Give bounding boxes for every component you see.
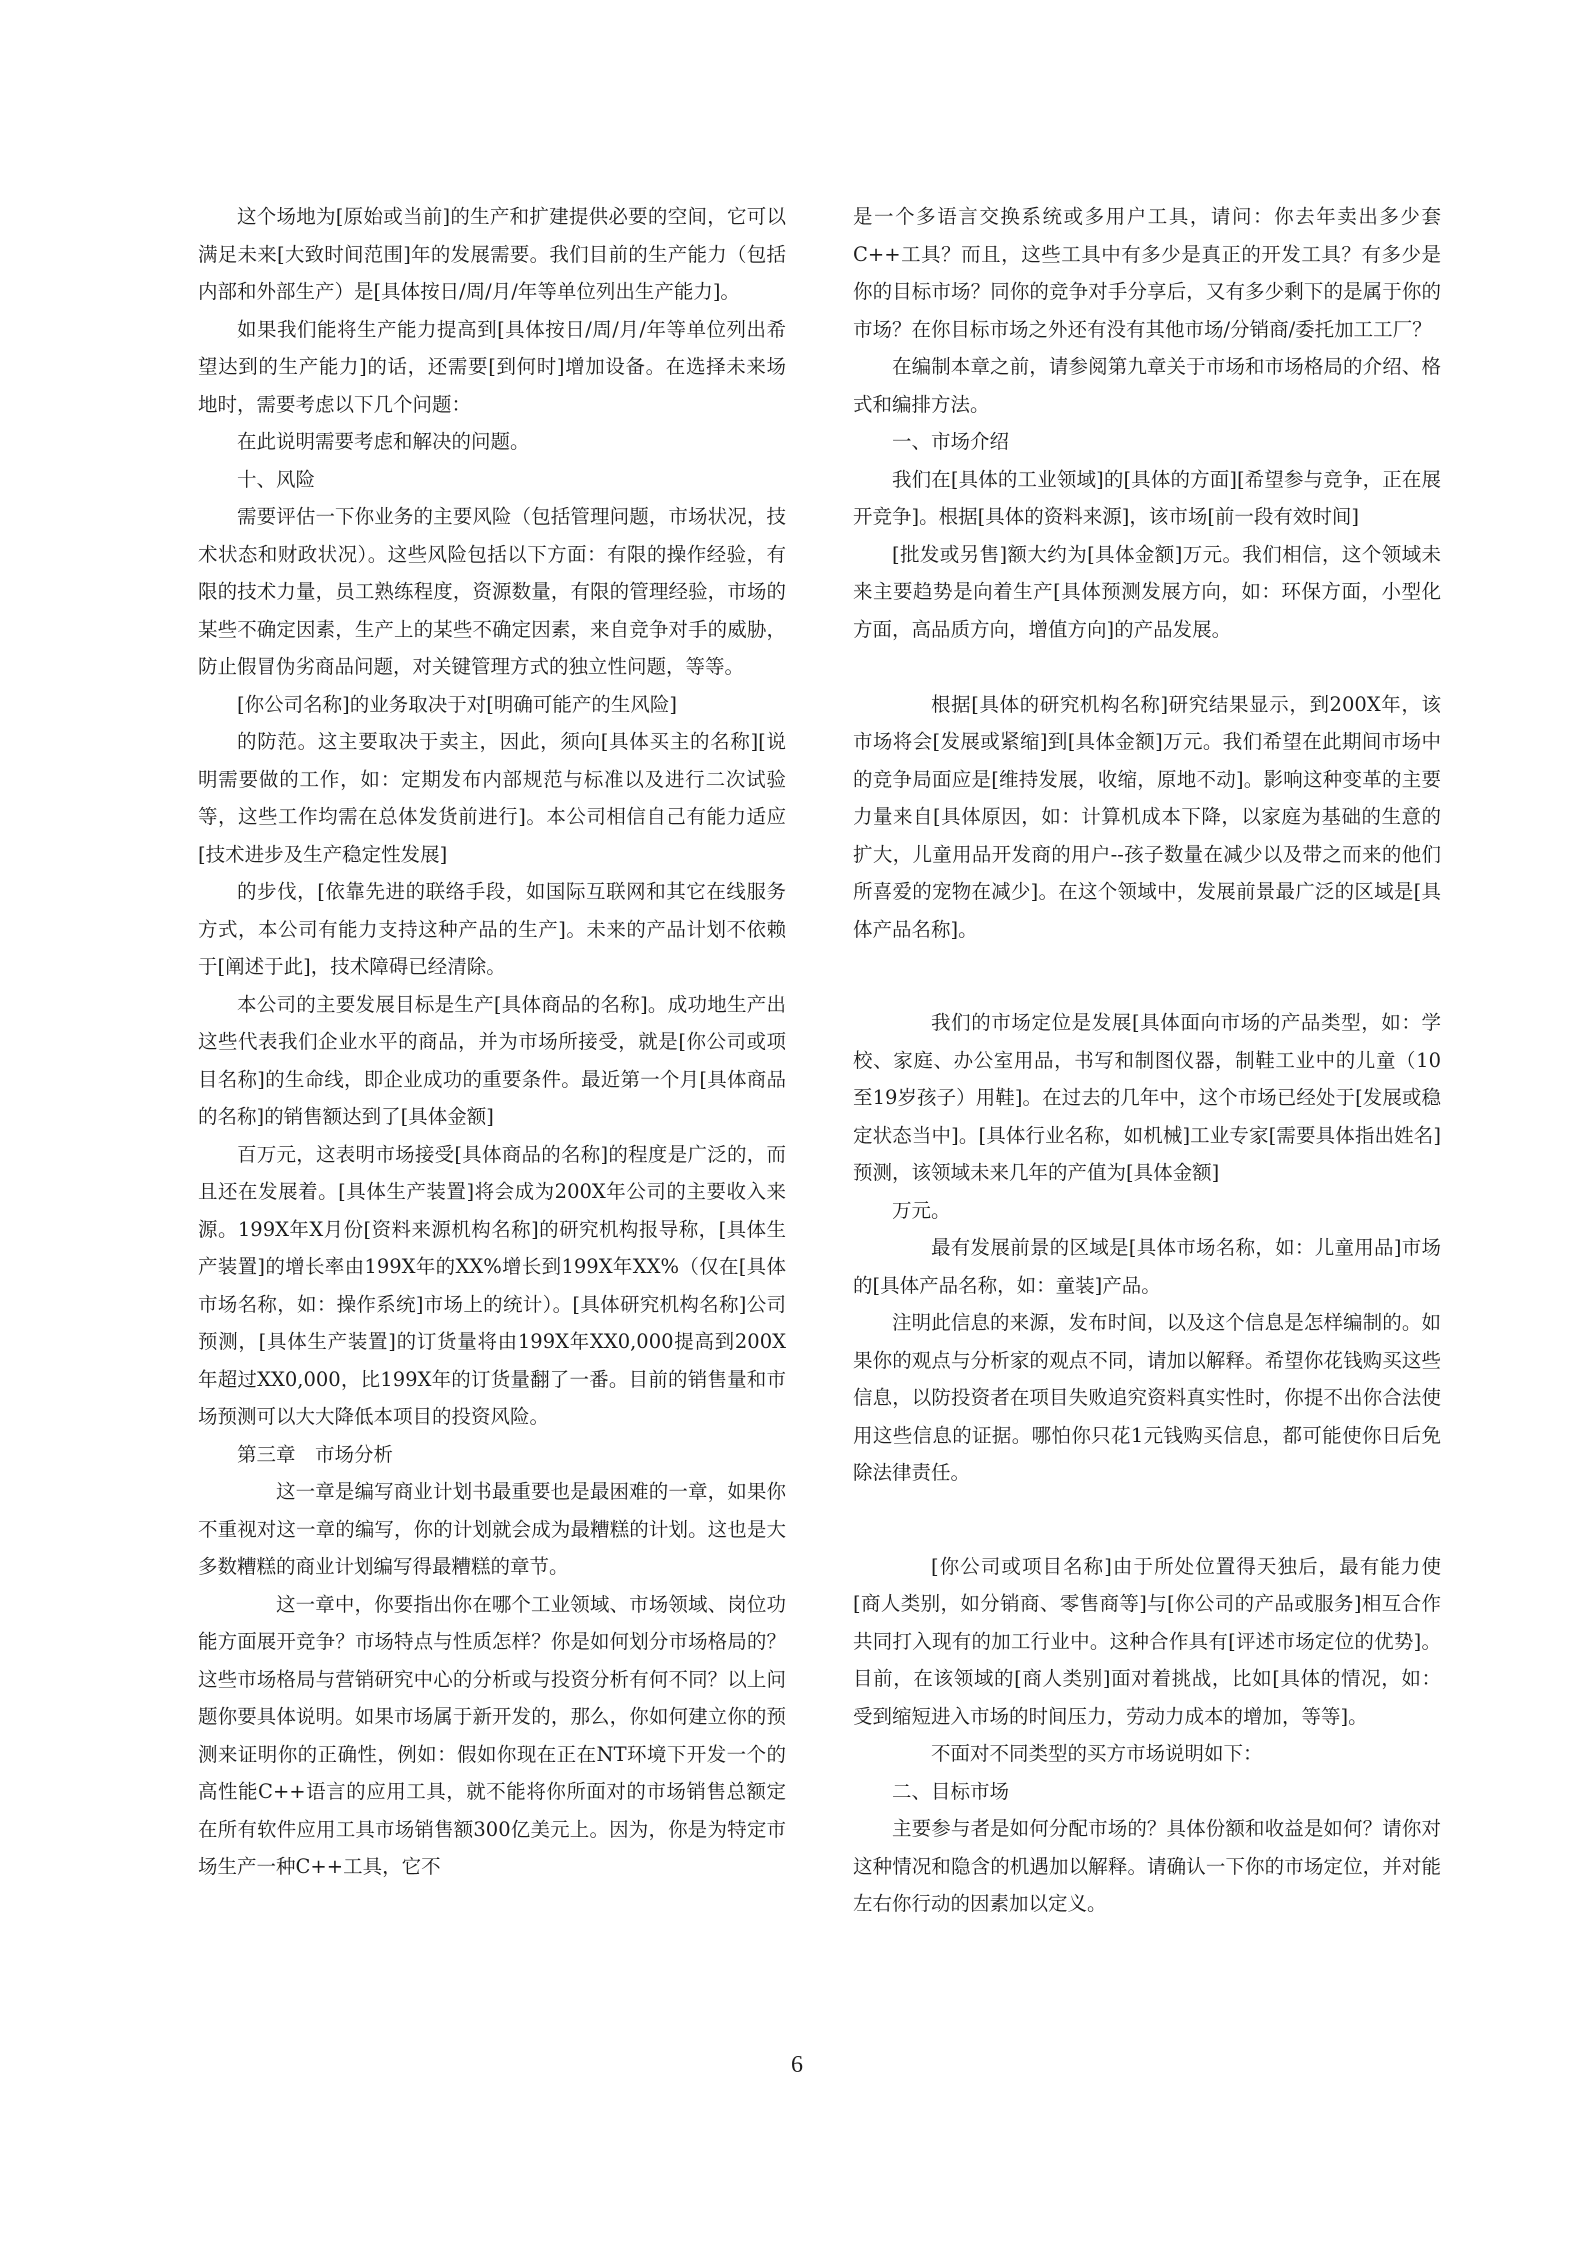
paragraph-location-advantage: [你公司或项目名称]由于所处位置得天独后，最有能力使[商人类别，如分销商、零售商等]与[你公司的产品或服务]相互合作共同打入现有的加工行业中。这种合作具有[评述市场定位的优势]。目前，在该领域的[商人类别]面对着挑战，比如[具体的情况，如：受到缩短进入市场的时间压力，劳动力成本的增加，等等]。 — [853, 1554, 1441, 1728]
paragraph-competition-questions: 这一章中，你要指出你在哪个工业领域、市场领域、岗位功能方面展开竞争？市场特点与性质怎样？你是如何划分市场格局的？这些市场格局与营销研究中心的分析或与投资分析有何不同？以上问题你要具体说明。如果市场属于新开发的，那么，你如何建立你的预测来证明你的正确性，例如：假如你现在正在NT环境下开发一个的高性能C++语言的应用工具，就不能将你所面对的市场销售总额定在所有软件应用工具市场销售额300亿美元上。因为，你是为特定市场生产一种C++工具，它不 — [198, 1592, 786, 1878]
paragraph-chapter-intro: 这一章是编写商业计划书最重要也是最困难的一章，如果你不重视对这一章的编写，你的计划就会成为最糟糕的计划。这也是大多数糟糕的商业计划编写得最糟糕的章节。 — [198, 1480, 786, 1578]
paragraph-market-field: 我们在[具体的工业领域]的[具体的方面][希望参与竞争，正在展开竞争]。根据[具体的资料来源]，该市场[前一段有效时间] — [853, 467, 1441, 528]
paragraph-market-share: 主要参与者是如何分配市场的？具体份额和收益是如何？请你对这种情况和隐含的机遇加以解释。请确认一下你的市场定位，并对能左右你行动的因素加以定义。 — [853, 1817, 1441, 1915]
paragraph-sales-forecast: 百万元，这表明市场接受[具体商品的名称]的程度是广泛的，而且还在发展着。[具体生产装置]将会成为200X年公司的主要收入来源。199X年X月份[资料来源机构名称]的研究机构报导称，[具体生产装置]的增长率由199X年的XX%增长到199X年XX%（仅在[具体市场名称，如：操作系统]市场上的统计）。[具体研究机构名称]公司预测，[具体生产装置]的订货量将由199X年XX0,000提高到200X年超过XX0,000，比199X年的订货量翻了一番。目前的销售量和市场预测可以大大降低本项目的投资风险。 — [198, 1142, 786, 1428]
heading-target-market: 二、目标市场 — [892, 1779, 1010, 1803]
paragraph-unit-wanyuan: 万元。 — [892, 1198, 951, 1222]
paragraph-see-chapter-nine: 在编制本章之前，请参阅第九章关于市场和市场格局的介绍、格式和编排方法。 — [853, 355, 1441, 416]
paragraph-risk-dependency: [你公司名称]的业务取决于对[明确可能产的生风险] — [237, 692, 677, 716]
paragraph-capacity-increase: 如果我们能将生产能力提高到[具体按日/周/月/年等单位列出希望达到的生产能力]的话，还需要[到何时]增加设备。在选择未来场地时，需要考虑以下几个问题： — [198, 317, 786, 416]
paragraph-main-goal: 本公司的主要发展目标是生产[具体商品的名称]。成功地生产出这些代表我们企业水平的商品，并为市场所接受，就是[你公司或项目名称]的生命线，即企业成功的重要条件。最近第一个月[具体商品的名称]的销售额达到了[具体金额] — [198, 992, 786, 1128]
paragraph-market-positioning: 我们的市场定位是发展[具体面向市场的产品类型，如：学校、家庭、办公室用品，书写和制图仪器，制鞋工业中的儿童（10至19岁孩子）用鞋]。在过去的几年中，这个市场已经处于[发展或稳定状态当中]。[具体行业名称，如机械]工业专家[需要具体指出姓名]预测，该领域未来几年的产值为[具体金额] — [853, 1011, 1441, 1184]
paragraph-issues-note: 在此说明需要考虑和解决的问题。 — [237, 430, 530, 453]
paragraph-risk-prevention: 的防范。这主要取决于卖主，因此，须向[具体买主的名称][说明需要做的工作，如：定期发布内部规范与标准以及进行二次试验等，这些工作均需在总体发货前进行]。本公司相信自己有能力适应[技术进步及生产稳定性发展] — [198, 730, 786, 866]
right-text-column — [853, 198, 1441, 1923]
paragraph-promising-area: 最有发展前景的区域是[具体市场名称，如：儿童用品]市场的[具体产品名称，如：童装]产品。 — [853, 1236, 1441, 1297]
heading-risk: 十、风险 — [237, 467, 316, 491]
paragraph-risk-assessment: 需要评估一下你业务的主要风险（包括管理问题，市场状况，技术状态和财政状况）。这些风险包括以下方面：有限的操作经验，有限的技术力量，员工熟练程度，资源数量，有限的管理经验，市场的某些不确定因素，生产上的某些不确定因素，来自竞争对手的威胁，防止假冒伪劣商品问题，对关键管理方式的独立性问题，等等。 — [198, 505, 786, 678]
paragraph-cpp-tool-questions: 是一个多语言交换系统或多用户工具，请问：你去年卖出多少套C++工具？而且，这些工具中有多少是真正的开发工具？有多少是你的目标市场？同你的竞争对手分享后，又有多少剩下的是属于你的市场？在你目标市场之外还有没有其他市场/分销商/委托加工工厂？ — [853, 205, 1441, 341]
left-text-column — [198, 198, 786, 1886]
paragraph-buyer-markets: 不面对不同类型的买方市场说明如下： — [931, 1742, 1263, 1765]
paragraph-site-capacity: 这个场地为[原始或当前]的生产和扩建提供必要的空间，它可以满足未来[大致时间范围]年的发展需要。我们目前的生产能力（包括内部和外部生产）是[具体按日/周/月/年等单位列出生产能力]。 — [198, 205, 786, 303]
heading-market-intro: 一、市场介绍 — [892, 430, 1010, 453]
page-number: 6 — [791, 2052, 803, 2078]
paragraph-research-results: 根据[具体的研究机构名称]研究结果显示，到200X年，该市场将会[发展或紧缩]到[具体金额]万元。我们希望在此期间市场中的竞争局面应是[维持发展，收缩，原地不动]。影响这种变革的主要力量来自[具体原因，如：计算机成本下降，以家庭为基础的生意的扩大，儿童用品开发商的用户--孩子数量在减少以及带之而来的他们所喜爱的宠物在减少]。在这个领域中，发展前景最广泛的区域是[具体产品名称]。 — [853, 692, 1441, 941]
heading-chapter-three: 第三章 市场分析 — [237, 1442, 394, 1466]
paragraph-market-trend: [批发或另售]额大约为[具体金额]万元。我们相信，这个领域未来主要趋势是向着生产[具体预测发展方向，如：环保方面，小型化方面，高品质方向，增值方向]的产品发展。 — [853, 542, 1441, 641]
paragraph-tech-pace: 的步伐，[依靠先进的联络手段，如国际互联网和其它在线服务方式，本公司有能力支持这种产品的生产]。未来的产品计划不依赖于[阐述于此]，技术障碍已经清除。 — [198, 880, 786, 978]
paragraph-info-source: 注明此信息的来源，发布时间，以及这个信息是怎样编制的。如果你的观点与分析家的观点不同，请加以解释。希望你花钱购买这些信息，以防投资者在项目失败追究资料真实性时，你提不出你合法使用这些信息的证据。哪怕你只花1元钱购买信息，都可能使你日后免除法律责任。 — [853, 1311, 1441, 1484]
